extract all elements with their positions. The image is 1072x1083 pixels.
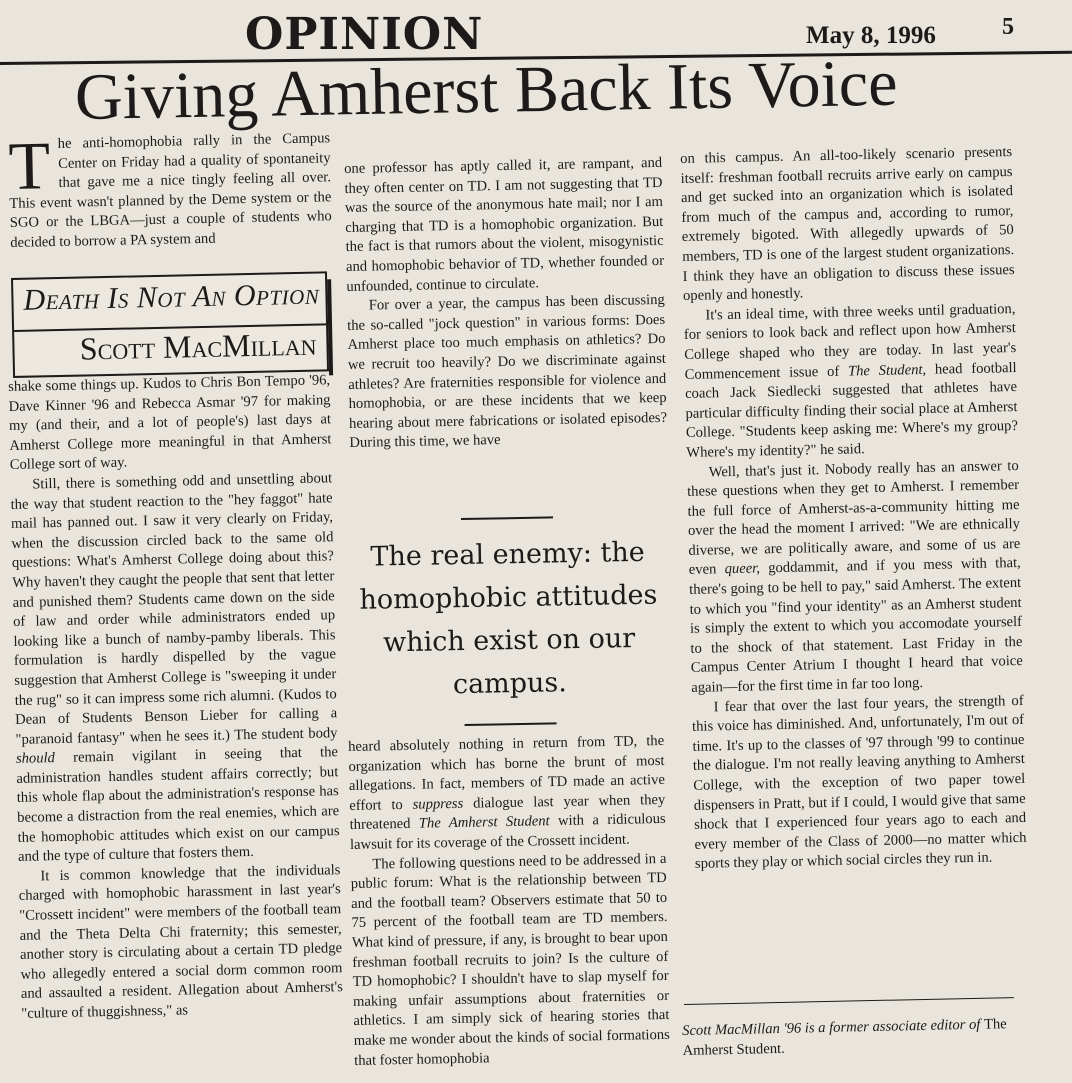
paragraph-text: remain vigilant in seeing that the administration handles student affairs correctly; but this whole flap about the administration's response has become a distraction from the real enemies, which are the homophobic attitudes which exist on our campus and the type of culture that fosters them. bbox=[16, 744, 340, 866]
section-label: OPINION bbox=[245, 9, 484, 60]
author-bio-text: Scott MacMillan '96 is a former associate editor of bbox=[682, 1016, 981, 1039]
pull-quote-rule bbox=[461, 516, 553, 520]
emphasis: The Amherst Student bbox=[418, 813, 550, 833]
emphasis: suppress bbox=[412, 795, 464, 813]
paragraph bbox=[683, 300, 1018, 464]
paragraph bbox=[8, 129, 332, 253]
paragraph bbox=[10, 469, 340, 868]
paragraph: It is common knowledge that the individuals charged with homophobic harassment in last year's "Crossett incident" were members of the football team and the Theta Delta Chi fraternity; this semester, another story is circulating about a certain TD pledge who allegedly entered a social dorm common room and assaulted a resident. Allegation about Amherst's "culture of thuggishness," as bbox=[18, 861, 344, 1022]
page-number: 5 bbox=[1002, 14, 1014, 40]
article-column-2-bottom bbox=[348, 732, 670, 1071]
paragraph: shake some things up. Kudos to Chris Bon Tempo '96, Dave Kinner '96 and Rebecca Asmar '97 for making my (and their, and a lot of people's) last days at Amherst College more meaningful in that Amherst College sort of way. bbox=[8, 372, 332, 474]
article-column-1-top bbox=[8, 129, 332, 253]
paragraph: The following questions need to be addressed in a public forum: What is the relationship between TD and the football team? Observers estimate that 50 to 75 percent of the football team are TD members. What kind of pressure, if any, is brought to bear upon freshman football recruits to join? Is the culture of TD homophobic? I shouldn't have to slap myself for making unfair assumptions about fraternities or athletics. I am simply sick of hearing stories that make me wonder about the kinds of social formations that foster homophobia bbox=[350, 850, 670, 1069]
column-author: Scott MacMillan bbox=[79, 325, 317, 367]
paragraph-text: heard absolutely nothing in return from TD, the organization which has borne the brunt of most allegations. In fact, members of TD made an active effort to bbox=[348, 732, 666, 814]
column-title: Death Is Not An Option bbox=[23, 277, 320, 317]
article-column-3 bbox=[680, 143, 1027, 875]
paragraph-text: he anti-homophobia rally in the Campus Center on Friday had a quality of spontaneity that gave me a nice tingly feeling all over. This event wasn't planned by the Deme system or the SGO or the LBGA—just a couple of students who decided to borrow a PA system and bbox=[9, 130, 332, 251]
paragraph: I fear that over the last four years, the strength of this voice has diminished. And, unfortunately, I'm out of time. It's up to the classes of '97 through '99 to continue the dialogue. I'm not really leaving anything to Amherst College, with the exception of two paper towel dispensers in Pratt, but if I could, I would give that same shock that I experienced four years ago to each and every member of the Class of 2000—no matter which sports they play or which social circles they run in. bbox=[691, 692, 1027, 873]
pull-quote-text: The real enemy: the homophobic attitudes which exist on our campus. bbox=[359, 536, 658, 701]
paragraph-text: It's an ideal time, with three weeks until graduation, for seniors to look back and reflect upon how Amherst College shaped who they are today. In last year's Commencement issue of bbox=[683, 300, 1017, 383]
dateline: May 8, 1996 bbox=[806, 22, 936, 49]
pull-quote-rule bbox=[465, 722, 557, 726]
headline: Giving Amherst Back Its Voice bbox=[74, 46, 899, 134]
emphasis: should bbox=[15, 750, 56, 768]
paragraph-text: with a ridiculous lawsuit for its coverage of the Crossett incident. bbox=[349, 811, 666, 853]
drop-cap: T bbox=[7, 127, 51, 204]
author-bio bbox=[682, 1015, 1023, 1061]
paragraph-text: goddammit, and if you mess with that, there's going to be hell to pay," said Amherst. The extent to which you "find your identity" as an Amherst student is simply the extent to which you accomodate yourself to the shock of that statement. Last Friday in the Campus Center Atrium I thought I heard that voice again—for the first time in far too long. bbox=[689, 555, 1023, 696]
paragraph bbox=[348, 732, 666, 856]
column-title-box bbox=[11, 271, 329, 378]
article-column-2-top bbox=[344, 154, 668, 454]
emphasis: queer, bbox=[724, 560, 761, 578]
paragraph: one professor has aptly called it, are rampant, and they often center on TD. I am not suggesting that TD was the source of the anonymous hate mail; nor I am charging that TD is a homophobic organization. But the fact is that rumors about the violent, misogynistic and homophobic behavior of TD, whether founded or unfounded, continue to circulate. bbox=[344, 154, 665, 295]
paragraph-text: Well, that's just it. Nobody really has an answer to these questions when they get to Amherst. I remember the full force of Amherst-as-a-community hitting me over the head the moment I arrived: "We are ethnically diverse, we are politically aware, and some of us are even bbox=[686, 457, 1021, 579]
paragraph-text: head football coach Jack Siedlecki suggested that athletes have particular difficulty finding their social place at Amherst College. "Students keep asking me: Where's my group? Where's my identity?" he said. bbox=[684, 359, 1019, 461]
paragraph bbox=[687, 456, 1024, 698]
pull-quote bbox=[348, 514, 670, 728]
paragraph: on this campus. An all-too-likely scenario presents itself: freshman football recruits arrive early on campus and get sucked into an organization which is isolated from much of the campus and, according to rumor, extremely bigoted. With allegedly upwards of 50 members, TD is one of the largest student organizations. I think they have an obligation to discuss these issues openly and honestly. bbox=[680, 144, 1015, 305]
paragraph-text: dialogue last year when they threatened bbox=[349, 791, 666, 834]
publication-name: The Amherst Student. bbox=[682, 1016, 1007, 1059]
paragraph-text: Still, there is something odd and unsettling about the way that student reaction to the "hey faggot" hate mail has panned out. I saw it very clearly on Friday, when the discussion circled back to the same old questions: What's Amherst College doing about this? Why haven't they caught the people that sent that letter and punished them? Students came down on the side of law and order while administrators ended up looking like a bunch of namby-pamby liberals. This formulation is hardly dispelled by the vague suggestion that Amherst College is "sweeping it under the rug" so it can impress some rich alumni. (Kudos to Dean of Students Benson Lieber for calling a "paranoid fantasy" when he sees it.) The student body bbox=[10, 470, 338, 748]
paragraph: For over a year, the campus has been discussing the so-called "jock question" in various forms: Does Amherst place too much emphasis on athletics? Do we recruit too heavily? Do we discriminate against athletes? Are fraternities responsible for violence and homophobia, or are these incidents that we keep hearing about mere fabrications or isolated episodes? During this time, we have bbox=[347, 292, 668, 452]
emphasis: The Student, bbox=[847, 361, 927, 380]
box-shadow-rule bbox=[327, 279, 333, 375]
signature-rule bbox=[684, 997, 1014, 1005]
article-column-1-body bbox=[8, 371, 343, 1024]
